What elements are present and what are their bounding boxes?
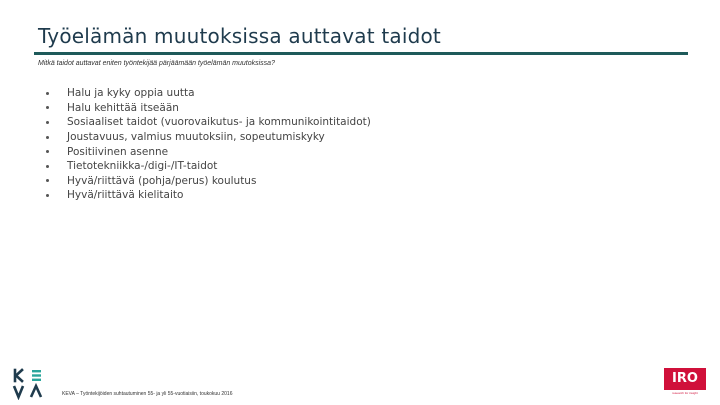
bullet-icon bbox=[46, 150, 49, 153]
bullet-icon bbox=[46, 136, 49, 139]
slide-footer: KEVA – Työntekijöiden suhtautuminen 55- ja yli 55-vuotiaisiin, toukokuu 2016 bbox=[62, 391, 233, 397]
iro-tagline: research for insight bbox=[672, 391, 698, 395]
bullet-icon bbox=[46, 165, 49, 168]
list-item bbox=[44, 101, 371, 116]
bullet-list bbox=[44, 86, 371, 203]
list-item bbox=[44, 159, 371, 174]
list-item bbox=[44, 130, 371, 145]
list-item-text: Halu kehittää itseään bbox=[67, 101, 179, 114]
list-item bbox=[44, 144, 371, 159]
iro-logo-text: IRO bbox=[664, 368, 706, 390]
list-item bbox=[44, 115, 371, 130]
iro-logo bbox=[664, 368, 706, 396]
bullet-icon bbox=[46, 121, 49, 124]
list-item bbox=[44, 174, 371, 189]
keva-logo-icon bbox=[12, 368, 52, 400]
list-item-text: Halu ja kyky oppia uutta bbox=[67, 87, 195, 100]
bullet-icon bbox=[46, 106, 49, 109]
list-item-text: Positiivinen asenne bbox=[67, 145, 169, 158]
title-divider bbox=[34, 52, 688, 55]
bullet-icon bbox=[46, 194, 49, 197]
bullet-icon bbox=[46, 92, 49, 95]
slide-subtitle: Mitkä taidot auttavat eniten työntekijää pärjäämään työelämän muutoksissa? bbox=[38, 60, 275, 67]
list-item-text: Hyvä/riittävä (pohja/perus) koulutus bbox=[67, 174, 257, 187]
list-item-text: Joustavuus, valmius muutoksiin, sopeutumiskyky bbox=[67, 131, 325, 144]
list-item bbox=[44, 188, 371, 203]
slide-title: Työelämän muutoksissa auttavat taidot bbox=[38, 24, 441, 48]
list-item-text: Sosiaaliset taidot (vuorovaikutus- ja kommunikointitaidot) bbox=[67, 116, 371, 129]
list-item-text: Tietotekniikka-/digi-/IT-taidot bbox=[67, 160, 218, 173]
list-item bbox=[44, 86, 371, 101]
bullet-icon bbox=[46, 179, 49, 182]
list-item-text: Hyvä/riittävä kielitaito bbox=[67, 189, 184, 202]
